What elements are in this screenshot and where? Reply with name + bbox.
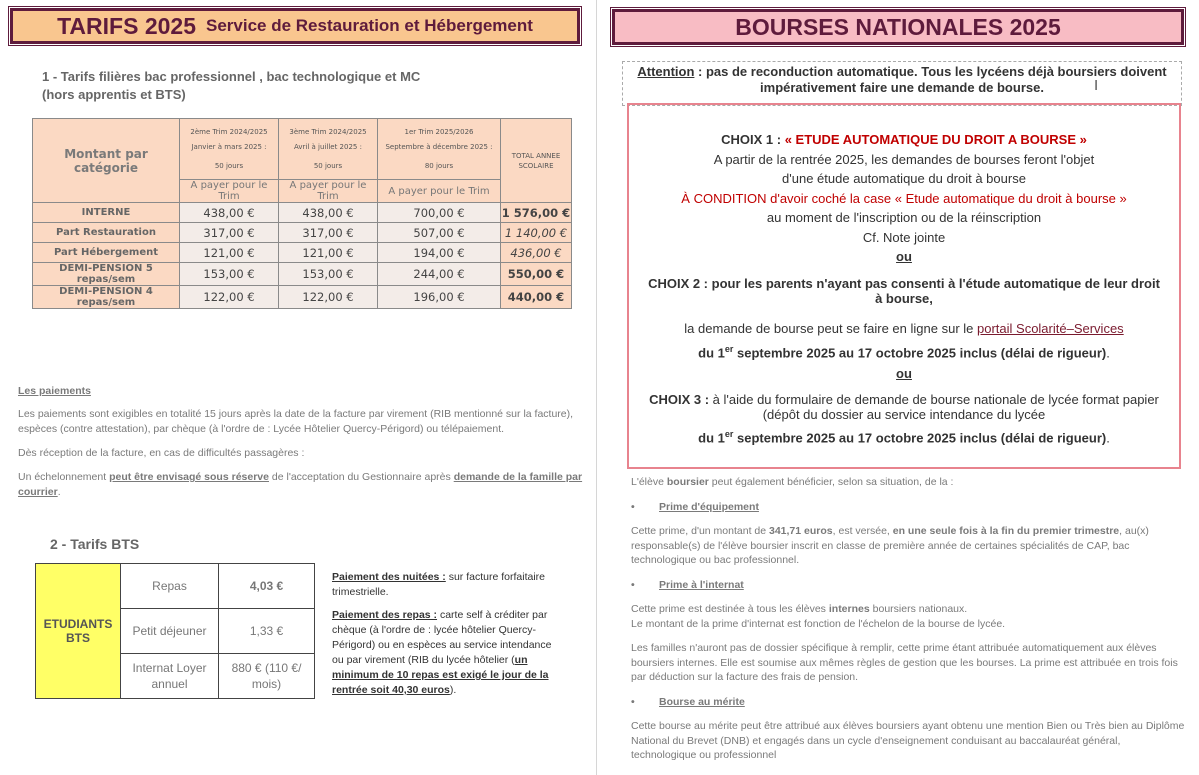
portail-link[interactable]: portail Scolarité–Services	[977, 320, 1124, 336]
pay-label: A payer pour le Trim	[279, 180, 378, 203]
paiements-title: Les paiements	[18, 385, 91, 397]
choix-2: CHOIX 2 : pour les parents n'ayant pas consenti à l'étude automatique de leur droit à bourse,	[648, 275, 1160, 306]
paiements-section	[18, 384, 586, 509]
tarifs-table	[32, 118, 572, 309]
benefits-section: L'élève boursier peut également bénéficier, selon sa situation, de la : • Prime d'équipement Cette prime, d'un montant de 341,71 euros, est versée, en une seule fois à la fin du premier trimestre, au(x) responsable(s) de l'élève boursier inscrit en classe de première année de certaines spécialités de CAP, bac technologique ou bac professionnel. • Prime à l'internat Cette prime est destinée à tous les élèves internes boursiers nationaux. Le montant de la prime d'internat est fonction de l'échelon de la bourse de lycée. Les familles n'auront pas de dossier spécifique à remplir, cette prime étant attribuée automatiquement aux élèves boursiers internes. Elle est soumise aux mêmes règles de gestion que les bourses. La prime est attribuée en trois fois par déduction sur la facture des frais de pension. • Bourse au mérite Cette bourse au mérite peut être attribué aux élèves boursiers ayant obtenu une mention Bien ou Très bien au Diplôme National du Brevet (DNB) et engagés dans un cycle d'enseignement conduisant au baccalauréat général, technologique ou professionnel	[631, 475, 1187, 773]
cat-header: Montant par catégorie	[33, 119, 180, 203]
trim-header: 3ème Trim 2024/2025 Avril à juillet 2025 : 50 jours	[279, 119, 378, 180]
total-header: TOTAL ANNEE SCOLAIRE	[501, 119, 572, 203]
prime-internat-title: • Prime à l'internat	[631, 578, 1187, 593]
tarifs-subtitle: Service de Restauration et Hébergement	[206, 16, 533, 35]
table-row: Part Hébergement 121,00 € 121,00 € 194,00 € 436,00 €	[33, 243, 572, 263]
table-row: DEMI-PENSION 5 repas/sem 153,00 € 153,00 € 244,00 € 550,00 €	[33, 263, 572, 286]
tarifs-banner	[10, 8, 580, 44]
table-row: INTERNE 438,00 € 438,00 € 700,00 € 1 576,00 €	[33, 203, 572, 223]
table-row: Part Restauration 317,00 € 317,00 € 507,00 € 1 140,00 €	[33, 223, 572, 243]
section-2-title: 2 - Tarifs BTS	[50, 536, 140, 552]
section-1-title: 1 - Tarifs filières bac professionnel , bac technologique et MC (hors apprentis et BTS)	[42, 69, 421, 102]
paiements-p3: Un échelonnement peut être envisagé sous réserve de l'acceptation du Gestionnaire après demande de la famille par courrier.	[18, 471, 583, 498]
bourses-banner	[612, 9, 1184, 45]
trim-header: 1er Trim 2025/2026 Septembre à décembre 2025 : 80 jours	[378, 119, 501, 180]
bts-table: ETUDIANTS BTS Repas 4,03 € Petit déjeuner 1,33 € Internat Loyer annuel 880 € (110 €/ mois)	[35, 563, 315, 699]
students-label: ETUDIANTS BTS	[36, 564, 121, 699]
choix-box: CHOIX 1 : « ETUDE AUTOMATIQUE DU DROIT A BOURSE » A partir de la rentrée 2025, les demandes de bourses feront l'objet d'une étude automatique du droit à bourse À CONDITION d'avoir coché la case « Etude automatique du droit à bourse » au moment de l'inscription ou de la réinscription Cf. Note jointe ou CHOIX 2 : pour les parents n'ayant pas consenti à l'étude automatique de leur droit à bourse, la demande de bourse peut se faire en ligne sur le portail Scolarité–Services du 1er septembre 2025 au 17 octobre 2025 inclus (délai de rigueur). ou CHOIX 3 : à l'aide du formulaire de demande de bourse nationale de lycée format papier (dépôt du dossier au service intendance du lycée du 1er septembre 2025 au 17 octobre 2025 inclus (délai de rigueur).	[627, 103, 1181, 469]
bourses-page	[598, 0, 1199, 775]
choix-3: CHOIX 3 : à l'aide du formulaire de demande de bourse nationale de lycée format papier (dépôt du dossier au service intendance du lycée	[649, 391, 1159, 422]
paiements-p2: Dès réception de la facture, en cas de difficultés passagères :	[18, 447, 305, 459]
bts-notes: Paiement des nuitées : sur facture forfaitaire trimestrielle. Paiement des repas : carte self à créditer par chèque (à l'ordre de : lycée hôtelier Quercy-Périgord) ou en espèces au service intendance ou par virement (RIB du lycée hôtelier (un minimum de 10 repas est exigé le jour de la rentrée soit 40,30 euros).	[332, 571, 552, 696]
paiements-p1: Les paiements sont exigibles en totalité 15 jours après la date de la facture par virement (RIB mentionné sur la facture), espèces (contre attestation), par chèque (à l'ordre de : Lycée Hôtelier Quercy-Périgord) ou télépaiement.	[18, 408, 574, 435]
choix-1: CHOIX 1 : « ETUDE AUTOMATIQUE DU DROIT A BOURSE »	[721, 132, 1087, 147]
trim-header: 2ème Trim 2024/2025 Janvier à mars 2025 : 50 jours	[180, 119, 279, 180]
bourses-title: BOURSES NATIONALES 2025	[735, 13, 1061, 40]
prime-equipement-title: • Prime d'équipement	[631, 500, 1187, 515]
bourse-merite-title: • Bourse au mérite	[631, 695, 1187, 710]
table-row: DEMI-PENSION 4 repas/sem 122,00 € 122,00 € 196,00 € 440,00 €	[33, 286, 572, 309]
tarifs-title: TARIFS 2025	[57, 12, 196, 39]
pay-label: A payer pour le Trim	[180, 180, 279, 203]
tarifs-page	[0, 0, 596, 775]
attention-note: Attention : pas de reconduction automatique. Tous les lycéens déjà boursiers doivent impérativement faire une demande de bourse.	[622, 61, 1182, 106]
text-cursor-icon: I	[1094, 77, 1099, 94]
pay-label: A payer pour le Trim	[378, 180, 501, 203]
page-divider	[596, 0, 597, 775]
